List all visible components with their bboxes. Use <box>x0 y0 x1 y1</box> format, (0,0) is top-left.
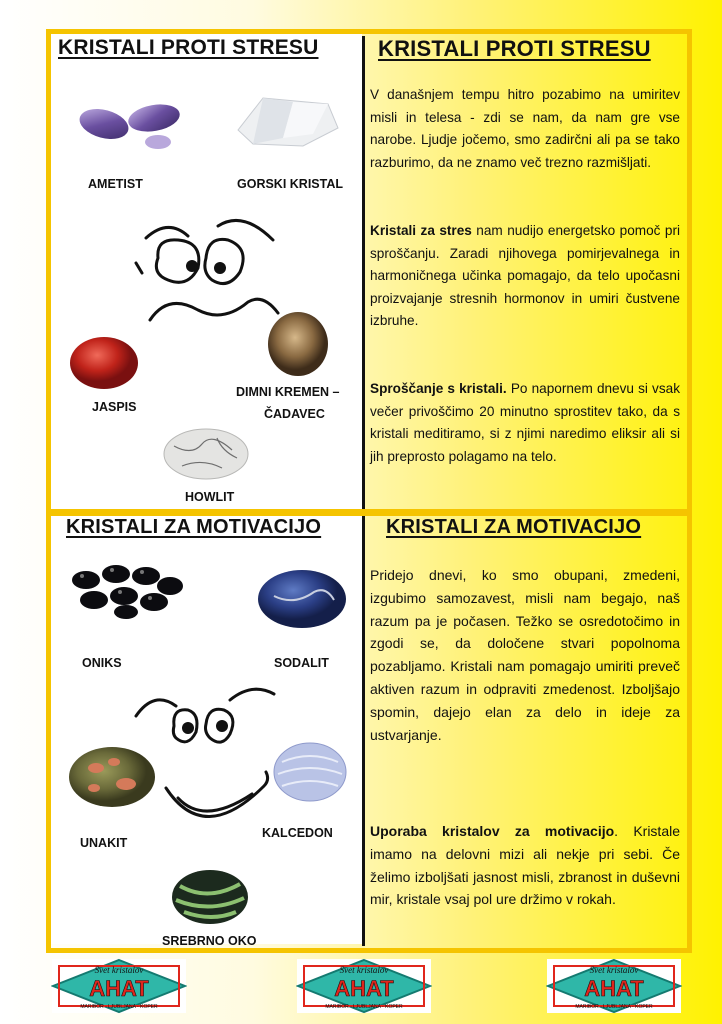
label-cadavec: ČADAVEC <box>264 407 325 421</box>
label-ametist: AMETIST <box>88 177 143 191</box>
section-divider <box>46 509 692 516</box>
label-unakit: UNAKIT <box>80 836 128 850</box>
stress-paragraph-2 <box>370 220 680 333</box>
stress-paragraph-3 <box>370 378 680 468</box>
stress-title-left: KRISTALI PROTI STRESU <box>58 36 319 59</box>
logo-tagline: Svet kristalov <box>339 965 389 975</box>
column-divider-top <box>362 36 365 509</box>
label-sodalit: SODALIT <box>274 656 329 670</box>
logo-name: AHAT <box>334 976 394 1001</box>
chalcedony-image <box>272 740 348 804</box>
motivation-paragraph-2-text: . Kristale imamo na delovni mizi ali nekje pri sebi. Če želimo izboljšati jasnost misli, zbranost in duševni mir, kristale vsaj pol ure držimo v rokah. <box>370 823 680 908</box>
logo-cities: MARIBOR - LJUBLJANA - KOPER <box>575 1004 653 1010</box>
logo-name: AHAT <box>584 976 644 1001</box>
motivation-paragraph-1: Pridejo dnevi, ko smo obupani, zmedeni, izgubimo samozavest, misli nam begajo, naš razum pa je počasen. Težko se osredotočimo in zgodi se, da določene stvari popolnoma pozabljamo. Kristali nam pomagajo umiriti preveč aktiven razum in odpraviti zmedenost. Izboljšajo spomin, dajejo elan za delo in ideje za ustvarjanje. <box>370 567 680 743</box>
silver-eye-image <box>168 866 252 928</box>
sodalite-image <box>254 566 350 632</box>
stress-paragraph-2-text: nam nudijo energetsko pomoč pri sproščanju. Zaradi njihovega pomirjevalnega in harmoničnega učinka pomagajo, da telo upočasni proizvajanje stresnih hormonov in umiri čustvene izbruhe. <box>370 223 680 328</box>
motivation-paragraph-2-bold: Uporaba kristalov za motivacijo <box>370 823 615 839</box>
rock-crystal-image <box>233 90 343 150</box>
logo-cities: MARIBOR - LJUBLJANA - KOPER <box>80 1004 158 1010</box>
motivation-title-right: KRISTALI ZA MOTIVACIJO <box>386 516 642 538</box>
logo-tagline: Svet kristalov <box>589 965 639 975</box>
ahat-logo-right <box>546 958 682 1014</box>
motivation-title-left: KRISTALI ZA MOTIVACIJO <box>66 516 322 538</box>
howlite-image <box>162 426 250 482</box>
logo-tagline: Svet kristalov <box>94 965 144 975</box>
stress-paragraph-3-bold: Sproščanje s kristali. <box>370 381 507 396</box>
label-kalcedon: KALCEDON <box>262 826 333 840</box>
unakite-image <box>66 744 158 810</box>
logo-cities: MARIBOR - LJUBLJANA - KOPER <box>325 1004 403 1010</box>
label-dimni-kremen: DIMNI KREMEN – <box>236 385 340 399</box>
onyx-image <box>66 560 186 620</box>
stress-title-right: KRISTALI PROTI STRESU <box>378 36 651 61</box>
jasper-image <box>68 333 140 393</box>
label-gorski-kristal: GORSKI KRISTAL <box>237 177 344 191</box>
column-divider-bottom <box>362 516 365 946</box>
smoky-quartz-image <box>264 310 332 378</box>
motivation-paragraph-2 <box>370 820 680 911</box>
sad-face-drawing <box>128 198 280 338</box>
logo-name: AHAT <box>89 976 149 1001</box>
label-howlit: HOWLIT <box>185 490 235 504</box>
ahat-logo-left <box>51 958 187 1014</box>
label-srebrno-oko: SREBRNO OKO <box>162 934 257 948</box>
ahat-logo-center <box>296 958 432 1014</box>
label-jaspis: JASPIS <box>92 400 137 414</box>
amethyst-image <box>76 98 186 154</box>
stress-paragraph-2-bold: Kristali za stres <box>370 223 472 238</box>
stress-paragraph-3-text: Po napornem dnevu si vsak večer privoščimo 20 minutno sprostitev tako, da s kristali meditiramo, si z njimi naredimo eliksir ali si jih preprosto polagamo na telo. <box>370 381 680 464</box>
label-oniks: ONIKS <box>82 656 122 670</box>
stress-paragraph-1: V današnjem tempu hitro pozabimo na umiritev misli in telesa - zdi se nam, da nam gre vse narobe. Ljudje jočemo, smo zadirčni ali pa se tako razburimo, da ne znamo več trezno razmišljati. <box>370 87 680 170</box>
